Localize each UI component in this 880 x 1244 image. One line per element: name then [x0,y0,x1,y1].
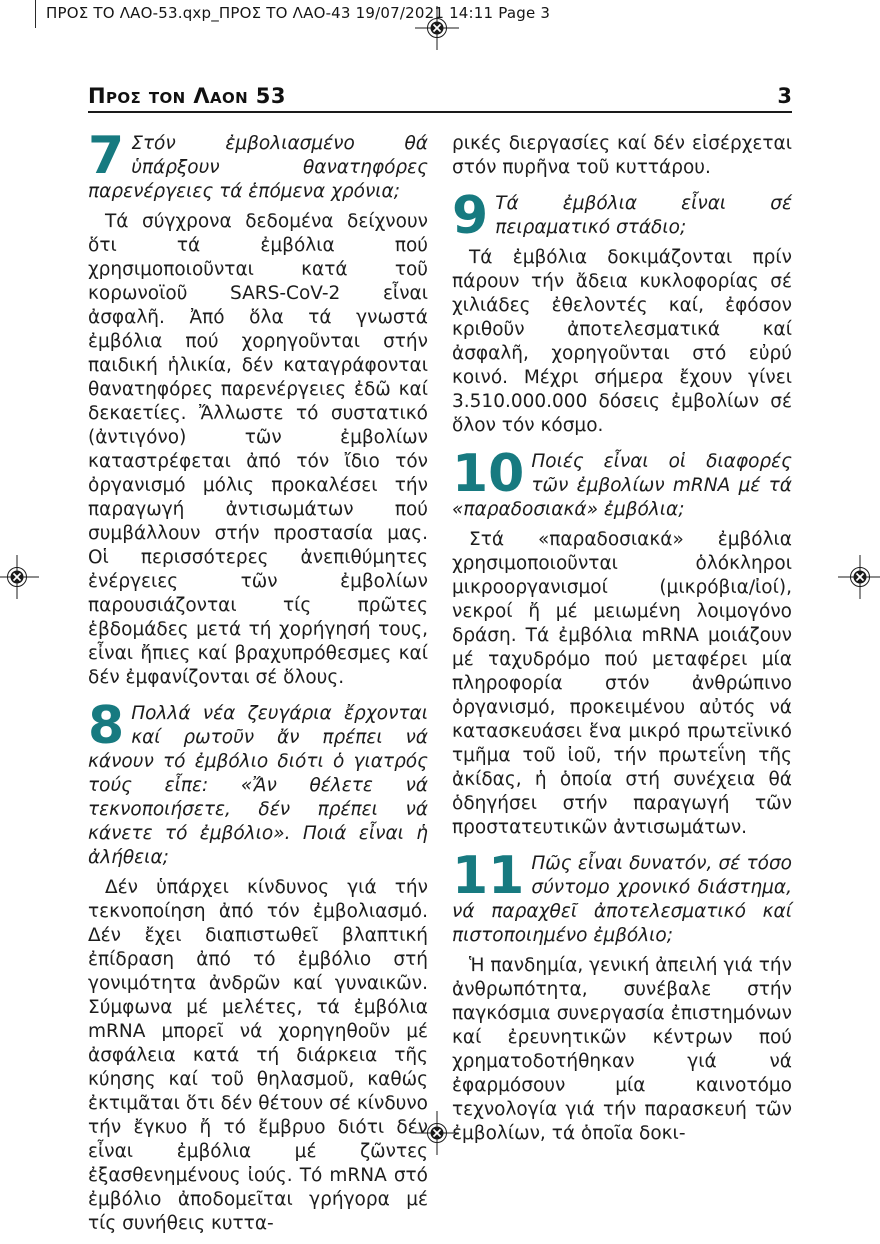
question-block [88,696,428,870]
answer-paragraph: Τά ἐμβόλια δοκιμάζονται πρίν πάρουν τήν ἄδεια κυκλοφορίας σέ χιλιάδες ἐθελοντές καί, ἐφόσον κριθοῦν ἀποτελεσματικά καί ἀσφαλῆ, χορηγοῦνται στό εὐρύ κοινό. Μέχρι σήμερα ἔχουν γίνει 3.510.000.000 δόσεις ἐμβολίων σέ ὅλον τόν κόσμο. [452,247,792,436]
question-number: 11 [452,846,525,906]
registration-mark-icon [838,555,880,599]
column-left [88,126,428,1244]
question-text: Πολλά νέα ζευγάρια ἔρχονται καί ρωτοῦν ἄν πρέπει νά κάνουν τό ἐμβόλιο διότι ὁ γιατρός τούς εἶπε: «Ἄν θέλετε νά τεκνοποιήσετε, δέν πρέπει νά κάνετε τό ἐμβόλιο». Ποιά εἶναι ἡ ἀλήθεια; [88,703,428,868]
question-number: 9 [452,186,489,246]
question-text: Πῶς εἶναι δυνατόν, σέ τόσο σύντομο χρονικό διάστημα, νά παραχθεῖ ἀποτελεσματικό καί πιστοποιημένο ἐμβόλιο; [452,853,792,946]
question-block [88,126,428,204]
question-number: 8 [88,696,125,756]
question-text: Ποιές εἶναι οἱ διαφορές τῶν ἐμβολίων mRNA μέ τά «παραδοσιακά» ἐμβόλια; [452,451,792,520]
running-head [88,84,792,108]
answer-paragraph: Στά «παραδοσιακά» ἐμβόλια χρησιμοποιοῦνται ὁλόκληροι μικροοργανισμοί (μικρόβια/ἰοί), νεκροί ἤ μέ μειωμένη λοιμογόνο δράση. Τά ἐμβόλια mRNA μοιάζουν μέ ταχυδρόμο πού μεταφέρει μία πληροφορία στόν ἀνθρώπινο ὀργανισμό, προκειμένου αὐτός νά κατασκευάσει ἕνα μικρό πρωτεϊνικό τμῆμα τοῦ ἰοῦ, τήν πρωτεΐνη τῆς ἀκίδας, ἡ ὁποία στή συνέχεια θά ὁδηγήσει στήν παραγωγή τῶν προστατευτικῶν ἀντισωμάτων. [452,529,792,838]
registration-mark-icon [0,555,39,599]
answer-paragraph: Δέν ὑπάρχει κίνδυνος γιά τήν τεκνοποίηση ἀπό τόν ἐμβολιασμό. Δέν ἔχει διαπιστωθεῖ βλαπτική ἐπίδραση ἀπό τό ἐμβόλιο στή γονιμότητα ἀνδρῶν καί γυναικῶν. Σύμφωνα μέ μελέτες, τά ἐμβόλια mRNA μπορεῖ νά χορηγηθοῦν μέ ἀσφάλεια κατά τή διάρκεια τῆς κύησης καί τοῦ θηλασμοῦ, καθώς ἐκτιμᾶται ὅτι δέν θέτουν σέ κίνδυνο τήν ἔγκυο ἤ τό ἔμβρυο διότι δέν εἶναι ἐμβόλια μέ ζῶντες ἐξασθενημένους ἰούς. Τό mRNA στό ἐμβόλιο ἀποδομεῖται γρήγορα μέ τίς συνήθεις κυττα- [88,877,428,1234]
answer-paragraph: ρικές διεργασίες καί δέν εἰσέρχεται στόν πυρῆνα τοῦ κυττάρου. [452,133,792,178]
answer-paragraph: Ἡ πανδημία, γενική ἀπειλή γιά τήν ἀνθρωπότητα, συνέβαλε στήν παγκόσμια συνεργασία ἐπιστημόνων καί ἐρευνητικῶν κέντρων πού χρηματοδοτήθηκαν γιά νά ἐφαρμόσουν μία καινοτόμο τεχνολογία γιά τήν παρασκευή τῶν ἐμβολίων, τά ὁποῖα δοκι- [452,955,792,1144]
crop-mark-line [35,0,36,28]
question-number: 7 [88,126,125,186]
question-block [452,444,792,522]
page-title: Προς τον Λαον 53 [88,84,286,108]
answer-paragraph: Τά σύγχρονα δεδομένα δείχνουν ὅτι τά ἐμβόλια πού χρησιμοποιοῦνται κατά τοῦ κορωνοϊοῦ SARS-CoV-2 εἶναι ἀσφαλῆ. Ἀπό ὅλα τά γνωστά ἐμβόλια πού χορηγοῦνται στήν παιδική ἡλικία, δέν καταγράφονται θανατηφόρες παρενέργειες ἐδῶ καί δεκαετίες. Ἄλλωστε τό συστατικό (ἀντιγόνο) τῶν ἐμβολίων καταστρέφεται ἀπό τόν ἴδιο τόν ὀργανισμό μόλις προκαλέσει τήν παραγωγή ἀντισωμάτων πού συμβάλλουν στήν προστασία μας. Οἱ περισσότερες ἀνεπιθύμητες ἐνέργειες τῶν ἐμβολίων παρουσιάζονται τίς πρῶτες ἑβδομάδες μετά τή χορήγησή τους, εἶναι ἤπιες καί βραχυπρόθεσμες καί δέν ἐμφανίζονται σέ ὅλους. [88,211,428,688]
question-block [452,846,792,948]
question-text: Στόν ἐμβολιασμένο θά ὑπάρξουν θανατηφόρες παρενέργειες τά ἑπόμενα χρόνια; [88,133,428,202]
question-block [452,186,792,246]
article-body [88,126,792,1244]
header-rule [88,111,792,113]
column-right [452,132,792,1244]
page-number: 3 [777,84,792,108]
question-text: Τά ἐμβόλια εἶναι σέ πειραματικό στάδιο; [495,193,792,238]
question-number: 10 [452,444,525,504]
proof-header: ΠΡΟΣ ΤΟ ΛΑΟ-53.qxp_ΠΡΟΣ ΤΟ ΛΑΟ-43 19/07/2021 14:11 Page 3 [46,4,551,22]
